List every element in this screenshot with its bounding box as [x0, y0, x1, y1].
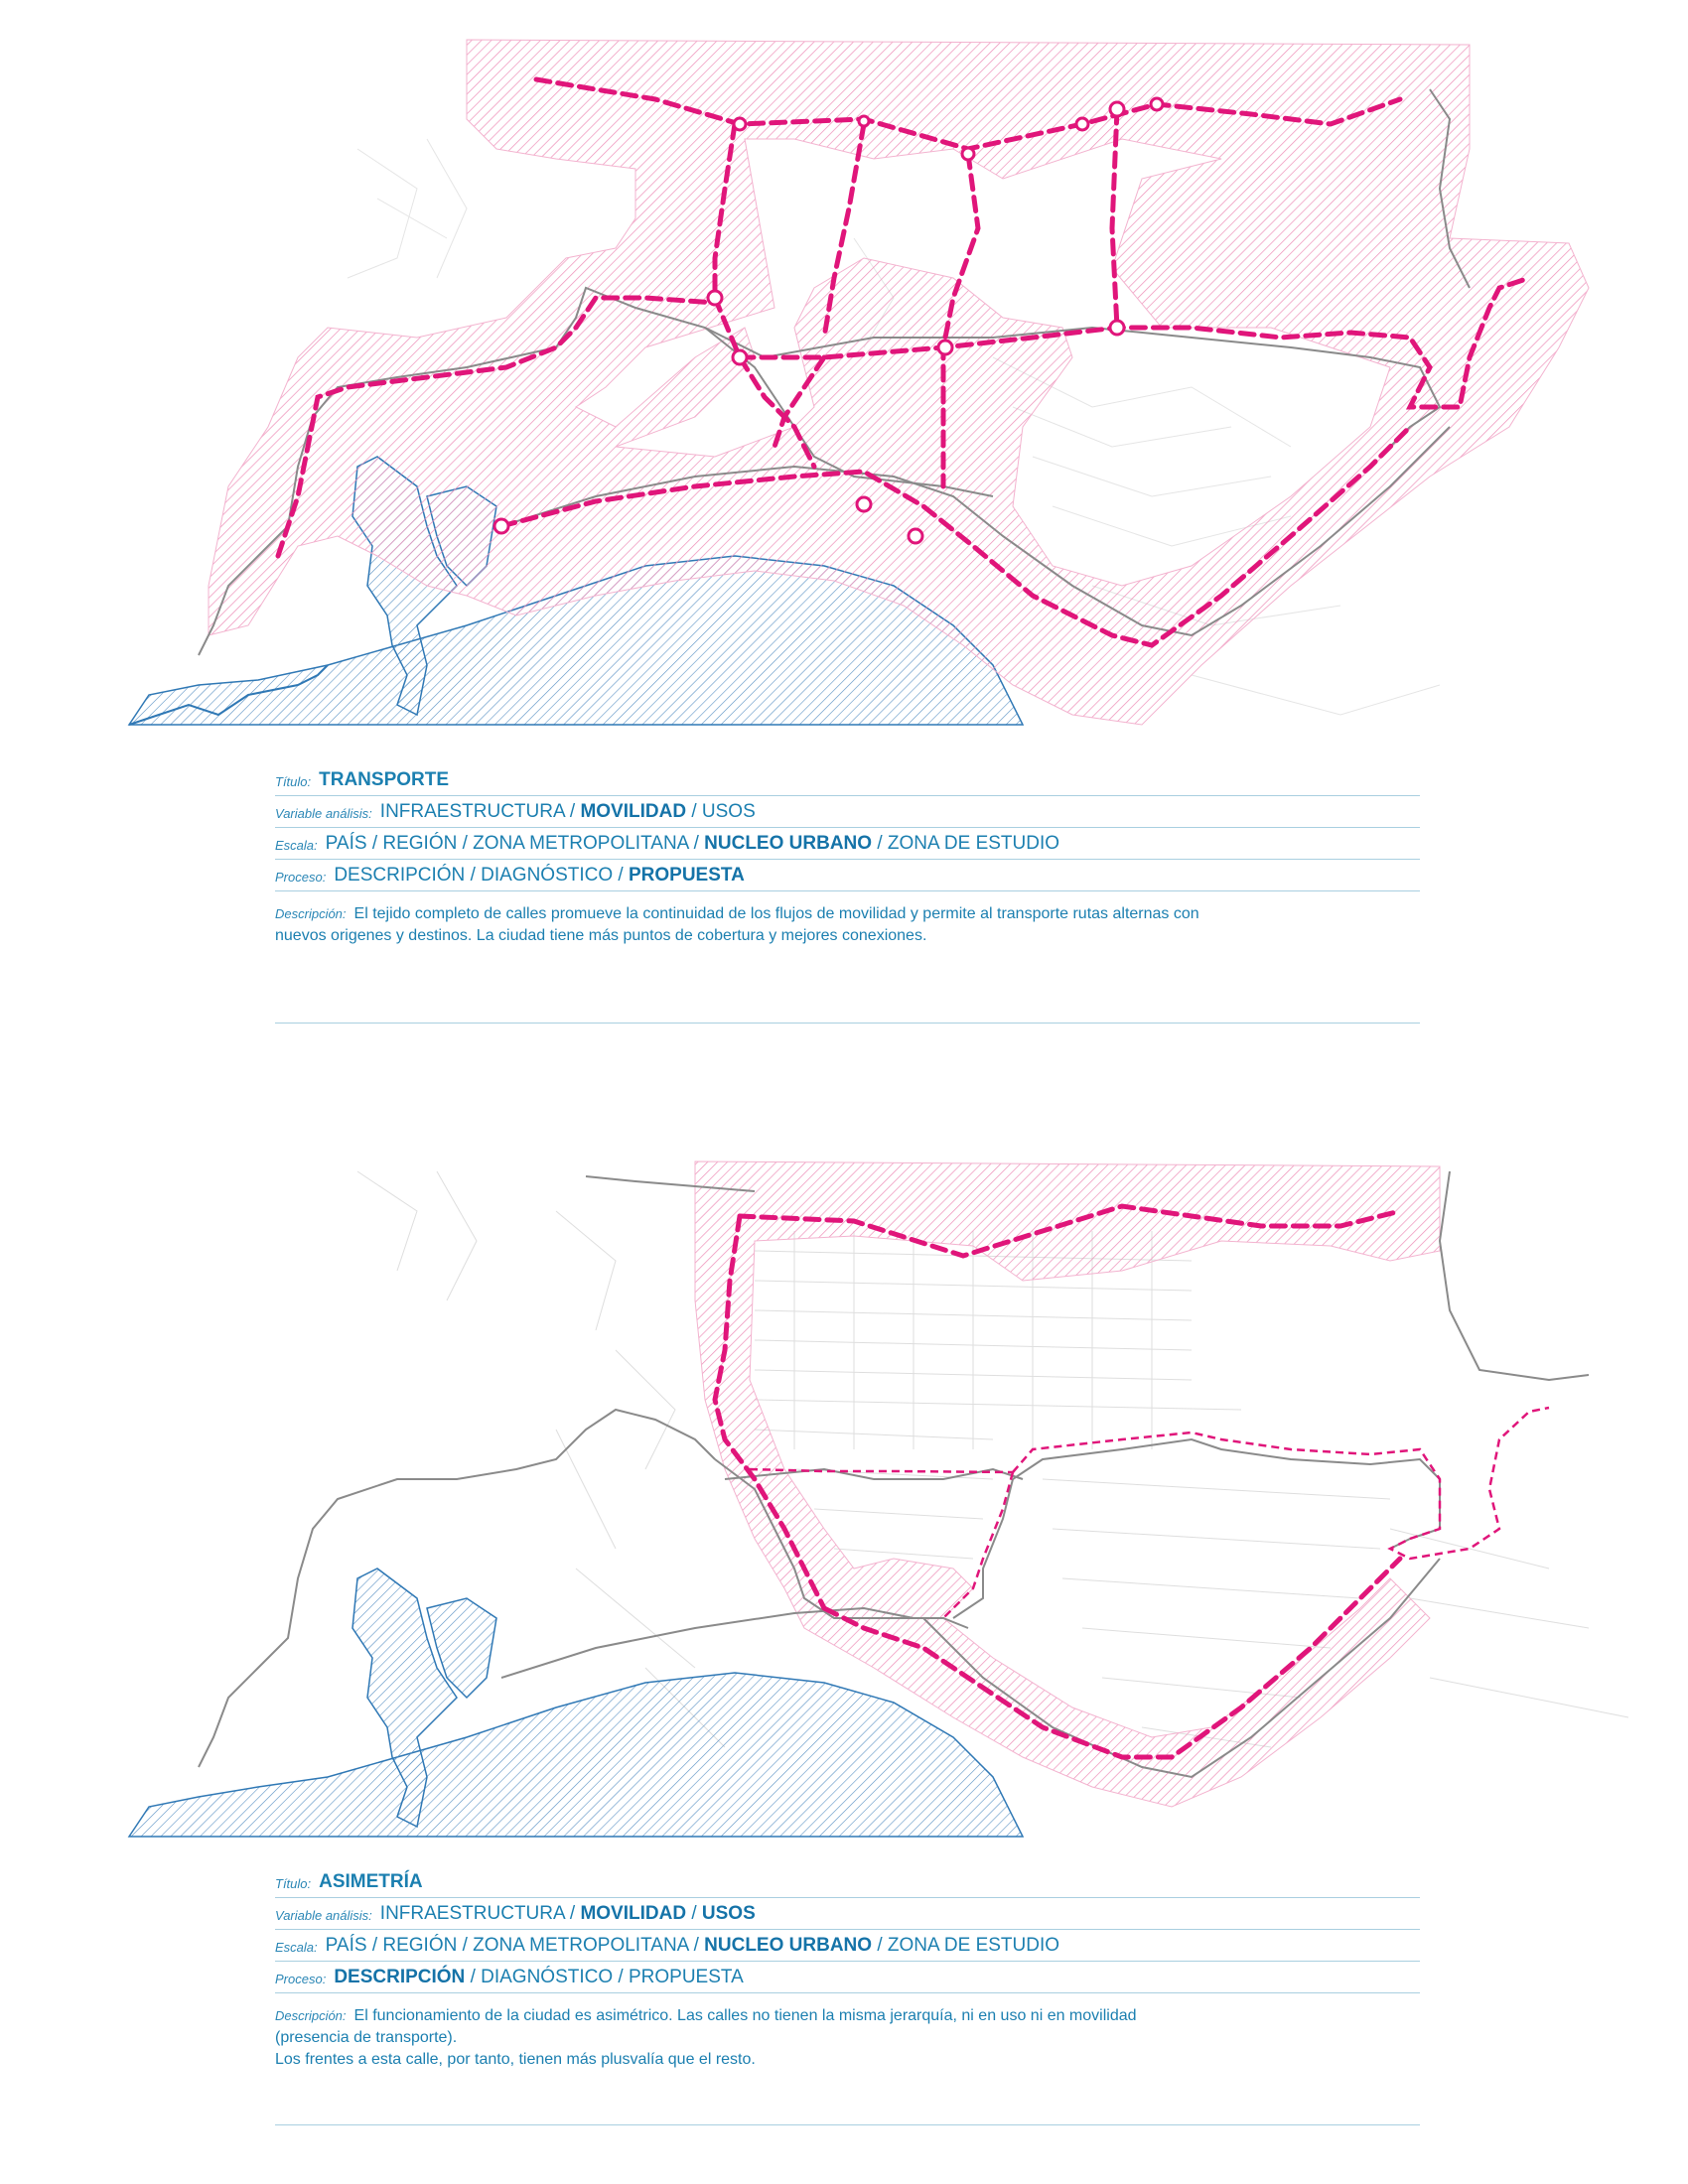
scale-values: PAÍS / REGIÓN / ZONA METROPOLITANA / NUCLEO URBANO / ZONA DE ESTUDIO: [325, 1935, 1060, 1956]
option-item: INFRAESTRUCTURA: [379, 1903, 565, 1924]
description-line: El tejido completo de calles promueve la continuidad de los flujos de movilidad y permite al transporte rutas alternas con: [353, 905, 1199, 922]
option-item: NUCLEO URBANO: [704, 833, 873, 854]
description-line: Los frentes a esta calle, por tanto, tienen más plusvalía que el resto.: [275, 2051, 756, 2068]
option-item: PROPUESTA: [628, 1967, 744, 1987]
option-item: ZONA METROPOLITANA: [473, 1935, 689, 1956]
description-block: [275, 1993, 1420, 2071]
option-item: PAÍS: [325, 833, 372, 854]
process-label: Proceso:: [275, 870, 327, 885]
info-sheet-asimetria: [275, 1866, 1420, 2125]
description-label: Descripción:: [275, 906, 347, 921]
scale-label: Escala:: [275, 838, 318, 853]
option-item: PAÍS: [325, 1935, 372, 1956]
option-item: DIAGNÓSTICO: [481, 1967, 614, 1987]
title-row: [275, 764, 1420, 796]
description-block: [275, 891, 1420, 947]
option-item: REGIÓN: [382, 1935, 458, 1956]
transport-map: [0, 30, 1688, 745]
option-item: ZONA METROPOLITANA: [473, 833, 689, 854]
process-row: [275, 1962, 1420, 1993]
scale-row: [275, 1930, 1420, 1962]
variable-row: [275, 796, 1420, 828]
variable-values: INFRAESTRUCTURA / MOVILIDAD / USOS: [379, 1903, 756, 1924]
info-sheet-transporte: [275, 764, 1420, 1024]
scale-values: PAÍS / REGIÓN / ZONA METROPOLITANA / NUCLEO URBANO / ZONA DE ESTUDIO: [325, 833, 1060, 854]
process-row: [275, 860, 1420, 891]
variable-row: [275, 1898, 1420, 1930]
process-values: DESCRIPCIÓN / DIAGNÓSTICO / PROPUESTA: [334, 1967, 744, 1987]
option-item: USOS: [701, 801, 756, 822]
title-label: Título:: [275, 774, 312, 789]
description-label: Descripción:: [275, 2008, 347, 2023]
title-label: Título:: [275, 1876, 312, 1891]
process-values: DESCRIPCIÓN / DIAGNÓSTICO / PROPUESTA: [334, 865, 745, 886]
option-item: INFRAESTRUCTURA: [379, 801, 565, 822]
variable-label: Variable análisis:: [275, 806, 372, 821]
scale-row: [275, 828, 1420, 860]
bay-water: [129, 1673, 1023, 1837]
variable-label: Variable análisis:: [275, 1908, 372, 1923]
divider: [275, 947, 1420, 1024]
panel-title: TRANSPORTE: [319, 769, 450, 790]
variable-values: INFRAESTRUCTURA / MOVILIDAD / USOS: [379, 801, 756, 822]
option-item: REGIÓN: [382, 833, 458, 854]
option-item: USOS: [701, 1903, 756, 1924]
scale-label: Escala:: [275, 1940, 318, 1955]
option-item: PROPUESTA: [628, 865, 745, 886]
title-row: [275, 1866, 1420, 1898]
option-item: MOVILIDAD: [580, 1903, 687, 1924]
panel-title: ASIMETRÍA: [319, 1871, 423, 1892]
option-item: DESCRIPCIÓN: [334, 865, 471, 886]
description-line: (presencia de transporte).: [275, 2029, 458, 2046]
option-item: ZONA DE ESTUDIO: [887, 1935, 1060, 1956]
option-item: DESCRIPCIÓN: [334, 1967, 471, 1987]
asymmetry-map: [0, 1152, 1688, 1846]
description-line: nuevos origenes y destinos. La ciudad tiene más puntos de cobertura y mejores conexiones.: [275, 927, 927, 944]
option-item: MOVILIDAD: [580, 801, 687, 822]
description-line: El funcionamiento de la ciudad es asimétrico. Las calles no tienen la misma jerarquía, ni en uso ni en movilidad: [353, 2007, 1137, 2024]
option-item: DIAGNÓSTICO: [481, 865, 614, 886]
option-item: ZONA DE ESTUDIO: [887, 833, 1060, 854]
option-item: NUCLEO URBANO: [704, 1935, 873, 1956]
process-label: Proceso:: [275, 1972, 327, 1986]
divider: [275, 2071, 1420, 2125]
